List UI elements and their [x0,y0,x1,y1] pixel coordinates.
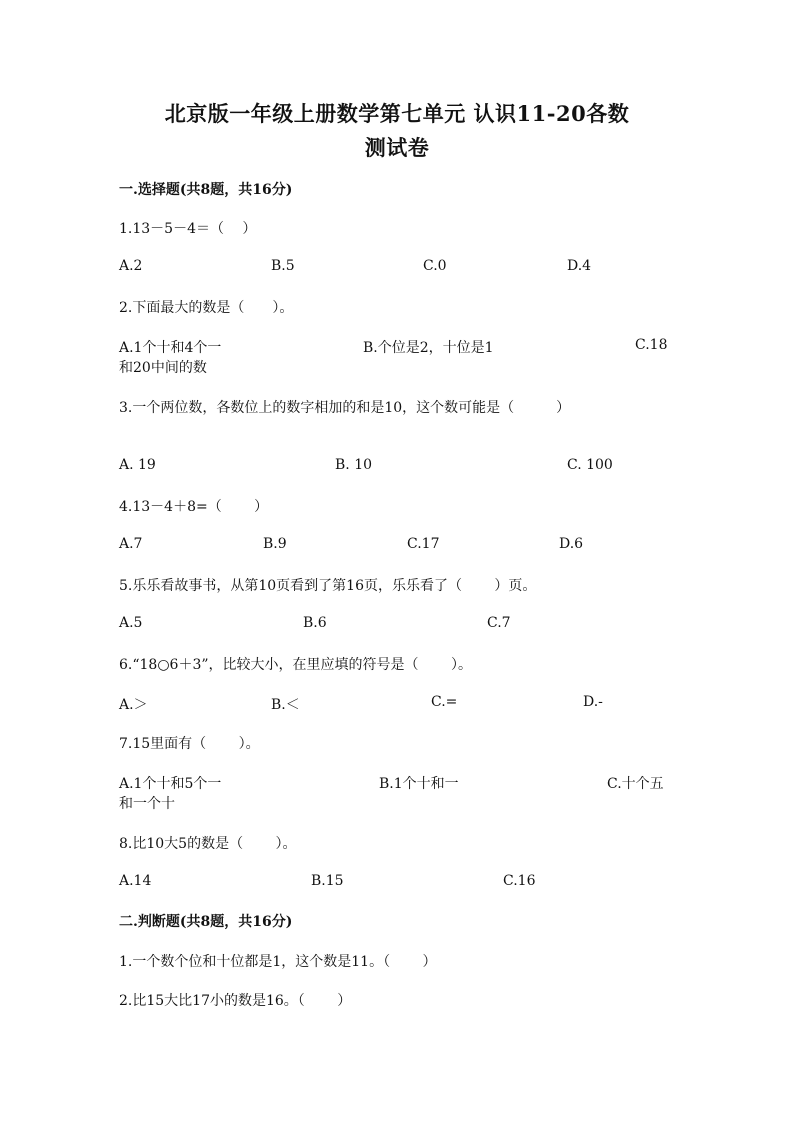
question-6-option-c: C.= [431,694,458,710]
question-4-option-c: C.17 [407,536,440,552]
question-4-option-b: B.9 [263,536,287,552]
question-7-option-a: A.1个十和5个一 [119,776,222,792]
question-7-stem: 7.15里面有（ ）。 [119,736,260,752]
question-8-option-c: C.16 [503,873,536,889]
question-7-option-b: B.1个十和一 [379,776,459,792]
question-1-option-c: C.0 [423,258,447,274]
question-2-option-a: A.1个十和4个一 [119,340,222,356]
question-5-option-c: C.7 [487,615,511,631]
question-1-option-d: D.4 [567,258,592,274]
question-2-stem: 2.下面最大的数是（ ）。 [119,300,294,316]
question-8-option-a: A.14 [119,873,152,889]
question-2-option-b: B.个位是2，十位是1 [363,340,494,356]
question-7-option-c-continued: 和一个十 [119,796,175,812]
question-1-stem: 1.13－5－4＝（ ） [119,221,257,237]
question-6-option-a: A.＞ [119,697,148,713]
exam-title-line1: 北京版一年级上册数学第七单元 认识11-20各数 [164,101,630,126]
question-5-stem: 5.乐乐看故事书，从第10页看到了第16页，乐乐看了（ ）页。 [119,578,537,594]
judgement-1: 1.一个数个位和十位都是1，这个数是11。（ ） [119,954,437,970]
question-4-option-d: D.6 [559,536,584,552]
section-heading-choice: 一.选择题(共8题，共16分) [119,182,293,198]
question-5-option-a: A.5 [119,615,143,631]
question-6-option-b: B.＜ [271,697,300,713]
question-4-stem: 4.13－4＋8=（ ） [119,499,269,515]
section-heading-judgement: 二.判断题(共8题，共16分) [119,914,293,930]
question-8-stem: 8.比10大5的数是（ ）。 [119,836,297,852]
question-3-option-b: B. 10 [335,457,373,473]
question-3-stem: 3.一个两位数，各数位上的数字相加的和是10，这个数可能是（ ） [119,400,571,416]
question-2-option-c: C.18 [635,337,668,353]
question-1-option-b: B.5 [271,258,295,274]
question-7-option-c: C.十个五 [607,776,664,792]
judgement-2: 2.比15大比17小的数是16。（ ） [119,993,352,1009]
question-6-option-d: D.- [583,694,603,710]
question-8-option-b: B.15 [311,873,344,889]
question-5-option-b: B.6 [303,615,327,631]
question-6-stem: 6.“18○6＋3”，比较大小，在里应填的符号是（ ）。 [119,657,472,673]
question-3-option-a: A. 19 [119,457,156,473]
question-1-option-a: A.2 [119,258,143,274]
question-3-option-c: C. 100 [567,457,613,473]
question-2-option-c-continued: 和20中间的数 [119,360,207,376]
question-4-option-a: A.7 [119,536,143,552]
exam-title-line2: 测试卷 [364,135,430,160]
